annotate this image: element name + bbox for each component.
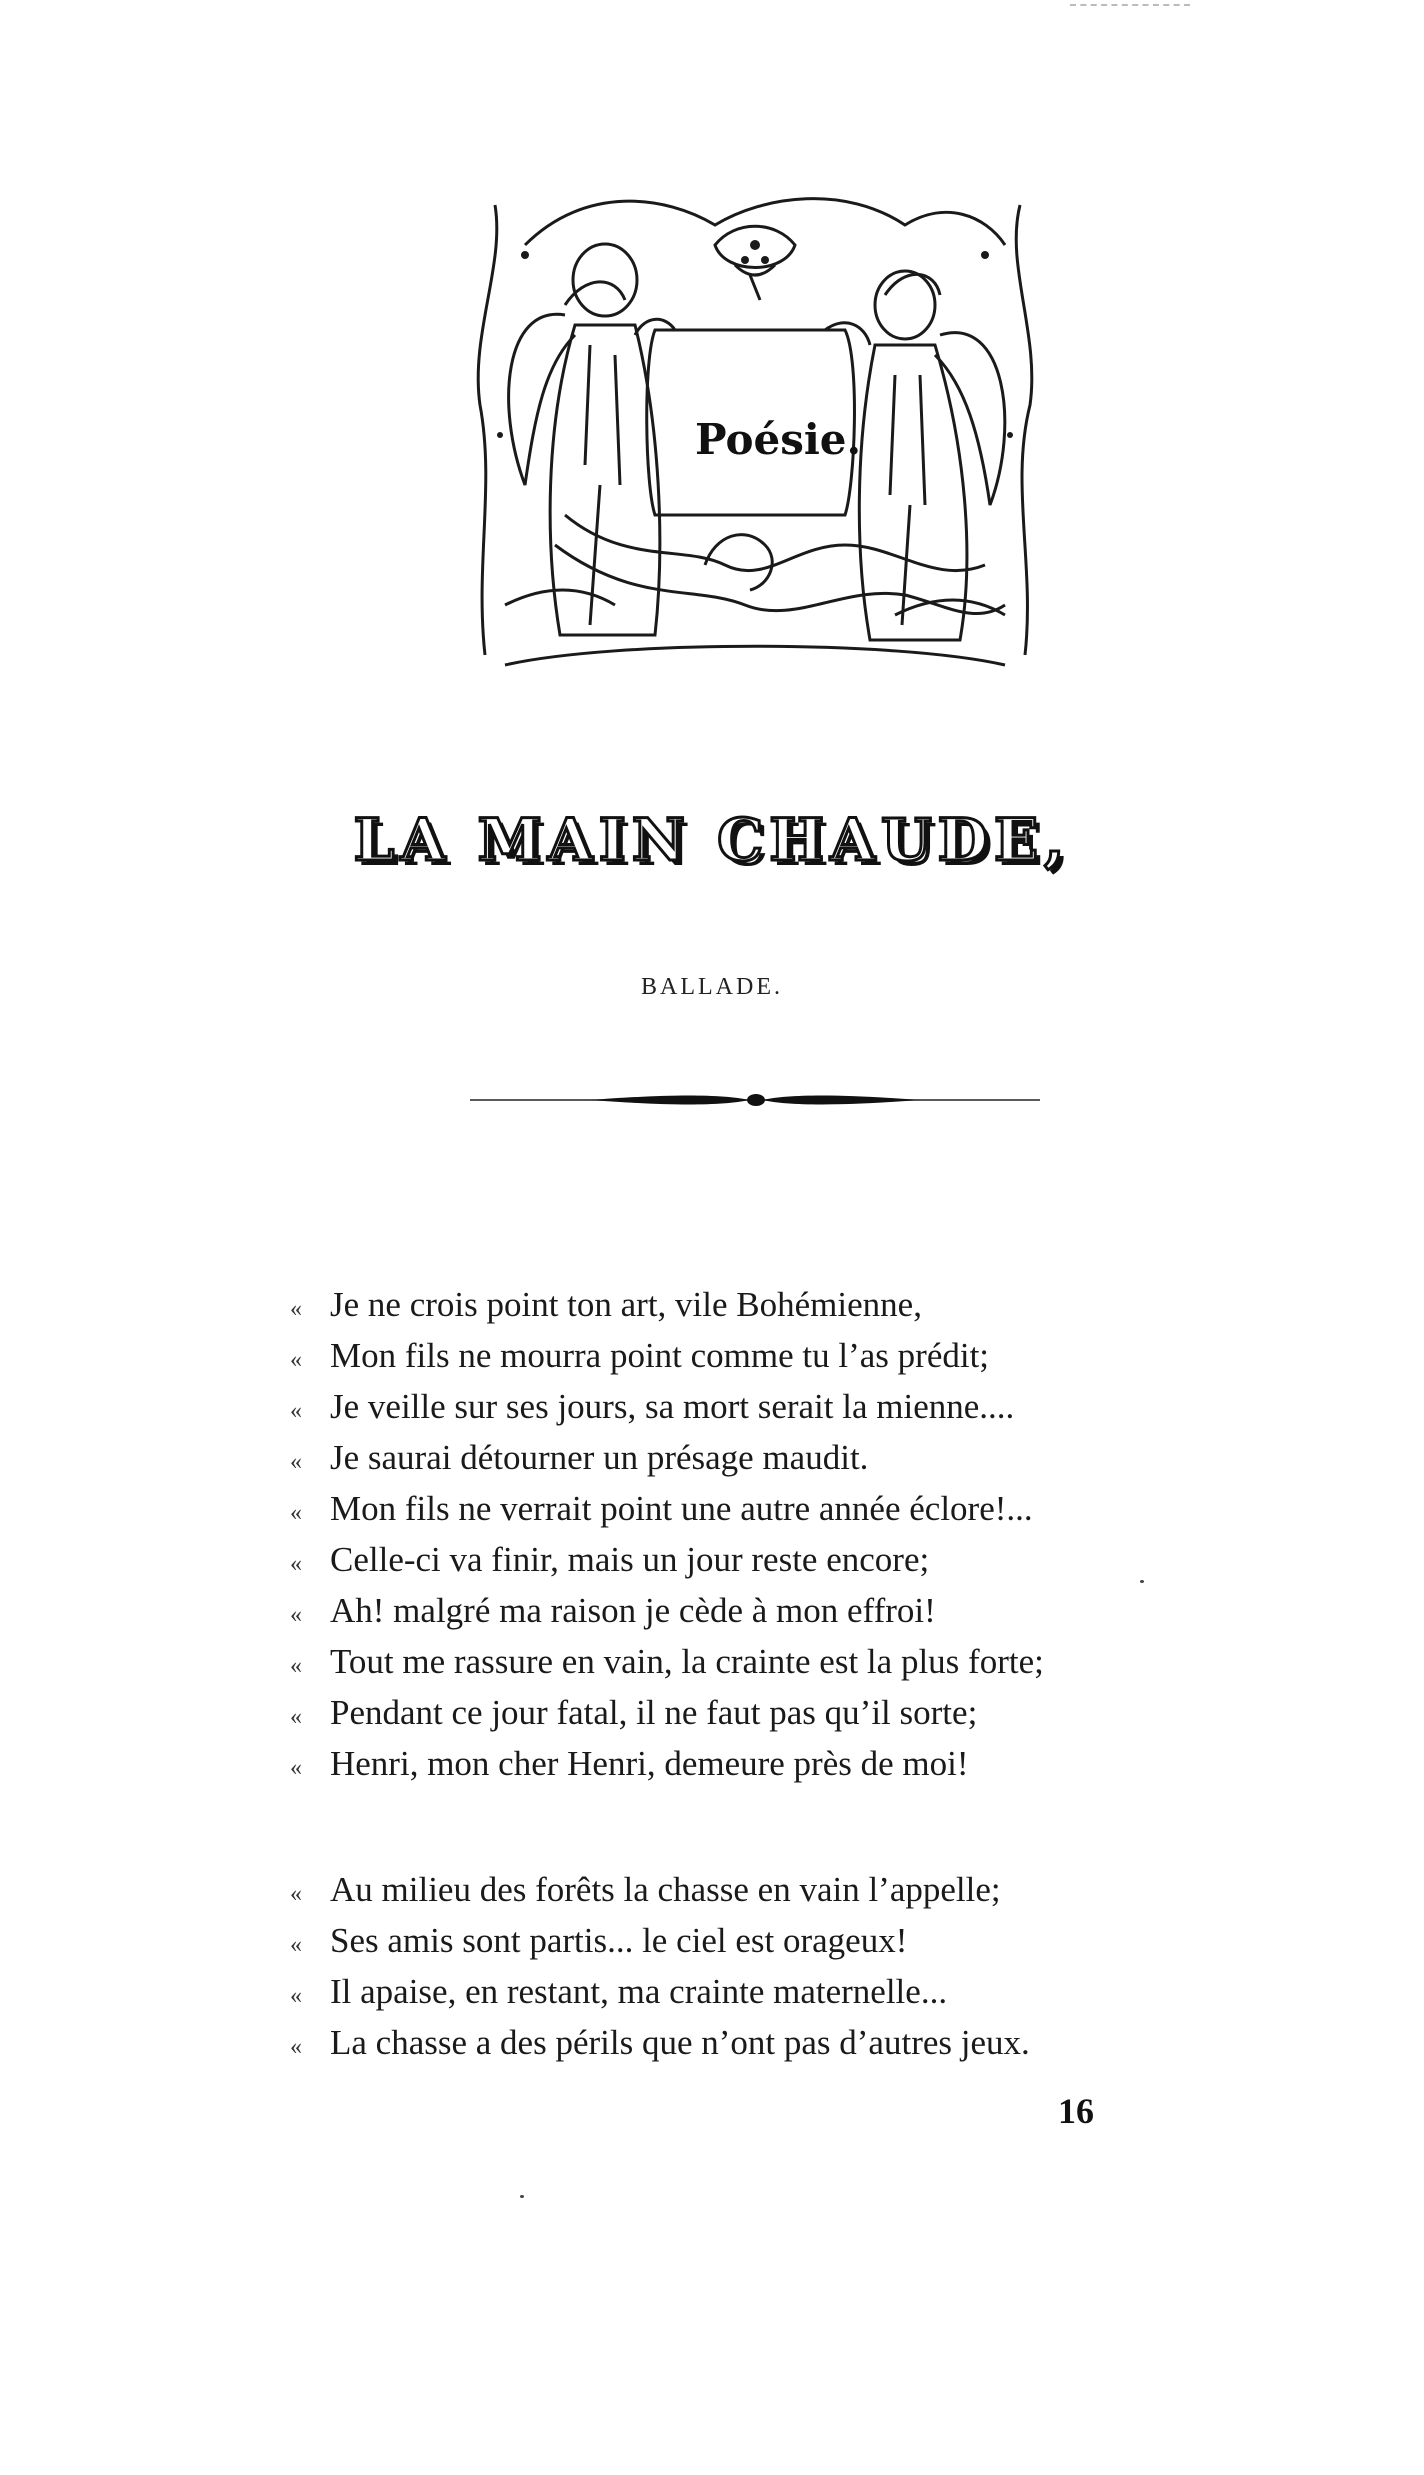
poem-subtitle: BALLADE. — [641, 974, 783, 1000]
stanza-2 — [290, 1870, 1030, 2074]
poesie-vignette — [465, 185, 1045, 685]
verse-text: La chasse a des périls que n’ont pas d’autres jeux. — [330, 2023, 1030, 2062]
quote-mark: « — [290, 1449, 302, 1475]
verse-line — [290, 1540, 1044, 1591]
quote-mark: « — [290, 2034, 302, 2060]
verse-line — [290, 1972, 1030, 2023]
quote-mark: « — [290, 1296, 302, 1322]
scan-edge-mark — [1070, 4, 1190, 8]
verse-text: Mon fils ne mourra point comme tu l’as prédit; — [330, 1336, 990, 1375]
verse-line — [290, 1744, 1044, 1795]
quote-mark: « — [290, 1653, 302, 1679]
verse-text: Henri, mon cher Henri, demeure près de moi! — [330, 1744, 969, 1783]
poem-title: LA MAIN CHAUDE, — [353, 806, 1071, 874]
verse-line — [290, 1285, 1044, 1336]
quote-mark: « — [290, 1983, 302, 2009]
quote-mark: « — [290, 1881, 302, 1907]
verse-text: Je ne crois point ton art, vile Bohémienne, — [330, 1285, 922, 1324]
scan-speck — [520, 2195, 524, 2198]
verse-text: Celle-ci va finir, mais un jour reste encore; — [330, 1540, 930, 1579]
verse-line — [290, 1870, 1030, 1921]
verse-line — [290, 1336, 1044, 1387]
verse-text: Au milieu des forêts la chasse en vain l’appelle; — [330, 1870, 1001, 1909]
verse-text: Je saurai détourner un présage maudit. — [330, 1438, 869, 1477]
vignette-label: Poésie. — [695, 415, 862, 464]
quote-mark: « — [290, 1551, 302, 1577]
verse-line — [290, 2023, 1030, 2074]
verse-text: Mon fils ne verrait point une autre année éclore!... — [330, 1489, 1033, 1528]
quote-mark: « — [290, 1347, 302, 1373]
verse-text: Tout me rassure en vain, la crainte est la plus forte; — [330, 1642, 1044, 1681]
verse-line — [290, 1591, 1044, 1642]
verse-text: Ah! malgré ma raison je cède à mon effroi! — [330, 1591, 936, 1630]
verse-line — [290, 1489, 1044, 1540]
quote-mark: « — [290, 1602, 302, 1628]
verse-line — [290, 1921, 1030, 1972]
ornamental-rule-icon — [470, 1088, 1040, 1112]
verse-line — [290, 1642, 1044, 1693]
verse-line — [290, 1387, 1044, 1438]
quote-mark: « — [290, 1500, 302, 1526]
verse-text: Ses amis sont partis... le ciel est orageux! — [330, 1921, 908, 1960]
quote-mark: « — [290, 1755, 302, 1781]
verse-text: Il apaise, en restant, ma crainte maternelle... — [330, 1972, 948, 2011]
verse-line — [290, 1438, 1044, 1489]
quote-mark: « — [290, 1932, 302, 1958]
scan-speck — [1140, 1580, 1144, 1583]
verse-text: Pendant ce jour fatal, il ne faut pas qu’il sorte; — [330, 1693, 978, 1732]
verse-text: Je veille sur ses jours, sa mort serait la mienne.... — [330, 1387, 1015, 1426]
page-number: 16 — [1058, 2091, 1094, 2131]
stanza-1 — [290, 1285, 1044, 1795]
quote-mark: « — [290, 1398, 302, 1424]
quote-mark: « — [290, 1704, 302, 1730]
verse-line — [290, 1693, 1044, 1744]
